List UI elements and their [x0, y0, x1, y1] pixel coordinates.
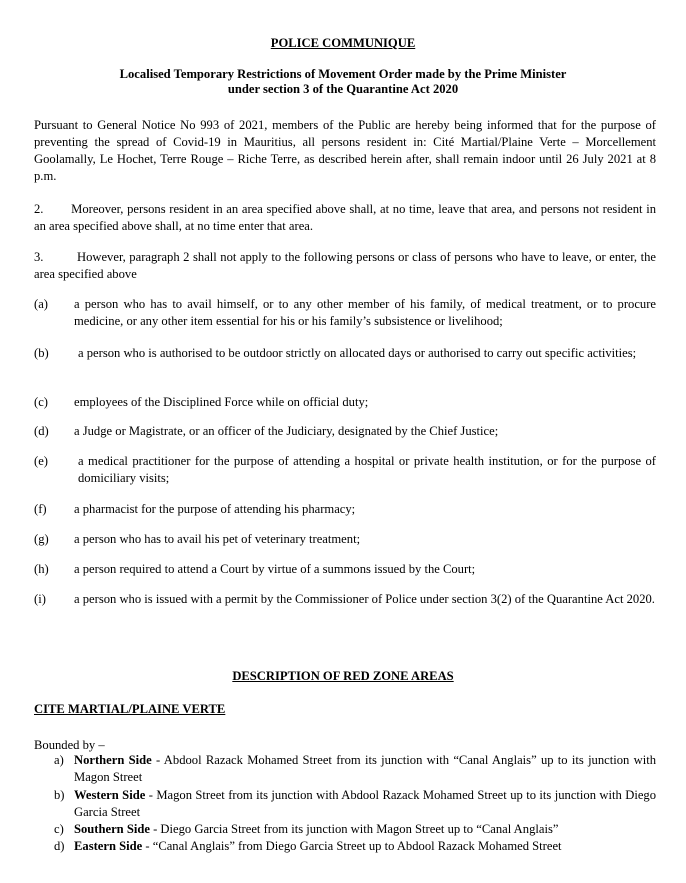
exemption-item-d [34, 423, 656, 440]
paragraph-3-text: However, paragraph 2 shall not apply to the following persons or class of persons who have to leave, or enter, the area specified above [34, 250, 656, 281]
exemption-label: (i) [34, 592, 46, 606]
exemption-label: (d) [34, 424, 49, 438]
paragraph-1: Pursuant to General Notice No 993 of 2021, members of the Public are hereby being informed that for the purpose of preventing the spread of Covid-19 in Mauritius, all persons resident in: Cité Martial/Plaine Verte – Morcellement Goolamally, Le Hochet, Terre Rouge – Riche Terre, as described herein after, shall remain indoor until 26 July 2021 at 8 p.m. [34, 118, 656, 183]
red-zone-section-title: DESCRIPTION OF RED ZONE AREAS [232, 669, 454, 683]
boundary-side: Western Side [74, 788, 146, 802]
paragraph-2-number: 2. [34, 202, 44, 216]
exemption-item-i [34, 591, 656, 608]
boundary-label: a) [54, 753, 64, 767]
exemption-item-a [34, 296, 656, 330]
exemption-label: (h) [34, 562, 49, 576]
exemption-text: a Judge or Magistrate, or an officer of the Judiciary, designated by the Chief Justice; [74, 424, 499, 438]
boundary-text: - Magon Street from its junction with Abdool Razack Mohamed Street up to its junction with Diego Garcia Street [74, 788, 657, 819]
boundary-label: c) [54, 822, 64, 836]
boundary-side: Southern Side [74, 822, 150, 836]
exemption-text: a person required to attend a Court by virtue of a summons issued by the Court; [74, 562, 476, 576]
document-title: POLICE COMMUNIQUE [270, 36, 416, 50]
bounded-by-label: Bounded by – [34, 738, 105, 752]
boundary-item-c [54, 821, 656, 838]
boundary-text: - “Canal Anglais” from Diego Garcia Street up to Abdool Razack Mohamed Street [142, 839, 562, 853]
exemption-item-c [34, 394, 656, 411]
exemption-text: a person who has to avail himself, or to any other member of his family, of medical treatment, or to procure medicine, or any other item essential for his or his family’s subsistence or livelihood; [74, 297, 656, 328]
boundary-side: Northern Side [74, 753, 152, 767]
paragraph-2 [34, 201, 656, 235]
exemption-label: (e) [34, 454, 48, 468]
boundary-label: b) [54, 788, 65, 802]
boundary-item-a [54, 752, 656, 786]
boundary-side: Eastern Side [74, 839, 143, 853]
boundary-text: - Abdool Razack Mohamed Street from its junction with “Canal Anglais” up to its junction with Magon Street [74, 753, 657, 784]
exemption-item-g [34, 531, 656, 548]
area-heading: CITE MARTIAL/PLAINE VERTE [34, 702, 226, 716]
document-subtitle-line2: under section 3 of the Quarantine Act 2020 [227, 82, 459, 96]
exemption-item-e [34, 453, 656, 487]
exemption-text: a person who is issued with a permit by the Commissioner of Police under section 3(2) of the Quarantine Act 2020. [74, 592, 655, 606]
exemption-label: (f) [34, 502, 47, 516]
boundary-label: d) [54, 839, 65, 853]
exemption-text: a pharmacist for the purpose of attending his pharmacy; [74, 502, 356, 516]
exemption-text: employees of the Disciplined Force while on official duty; [74, 395, 369, 409]
boundary-item-d [54, 838, 656, 855]
exemption-item-b [34, 345, 656, 362]
exemption-text: a medical practitioner for the purpose of attending a hospital or private health institution, or for the purpose of domiciliary visits; [78, 454, 656, 485]
boundary-text: - Diego Garcia Street from its junction with Magon Street up to “Canal Anglais” [149, 822, 559, 836]
document-subtitle-line1: Localised Temporary Restrictions of Movement Order made by the Prime Minister [119, 67, 567, 81]
exemption-label: (c) [34, 395, 48, 409]
exemption-label: (a) [34, 297, 48, 311]
paragraph-3-number: 3. [34, 250, 44, 264]
exemption-label: (b) [34, 346, 49, 360]
exemption-item-h [34, 561, 656, 578]
exemption-text: a person who is authorised to be outdoor strictly on allocated days or authorised to carry out specific activities; [78, 346, 637, 360]
exemption-item-f [34, 501, 656, 518]
boundary-item-b [54, 787, 656, 821]
paragraph-3 [34, 249, 656, 283]
paragraph-2-text: Moreover, persons resident in an area specified above shall, at no time, leave that area, and persons not resident in an area specified above shall, at no time enter that area. [34, 202, 656, 233]
exemption-label: (g) [34, 532, 49, 546]
exemption-text: a person who has to avail his pet of veterinary treatment; [74, 532, 361, 546]
